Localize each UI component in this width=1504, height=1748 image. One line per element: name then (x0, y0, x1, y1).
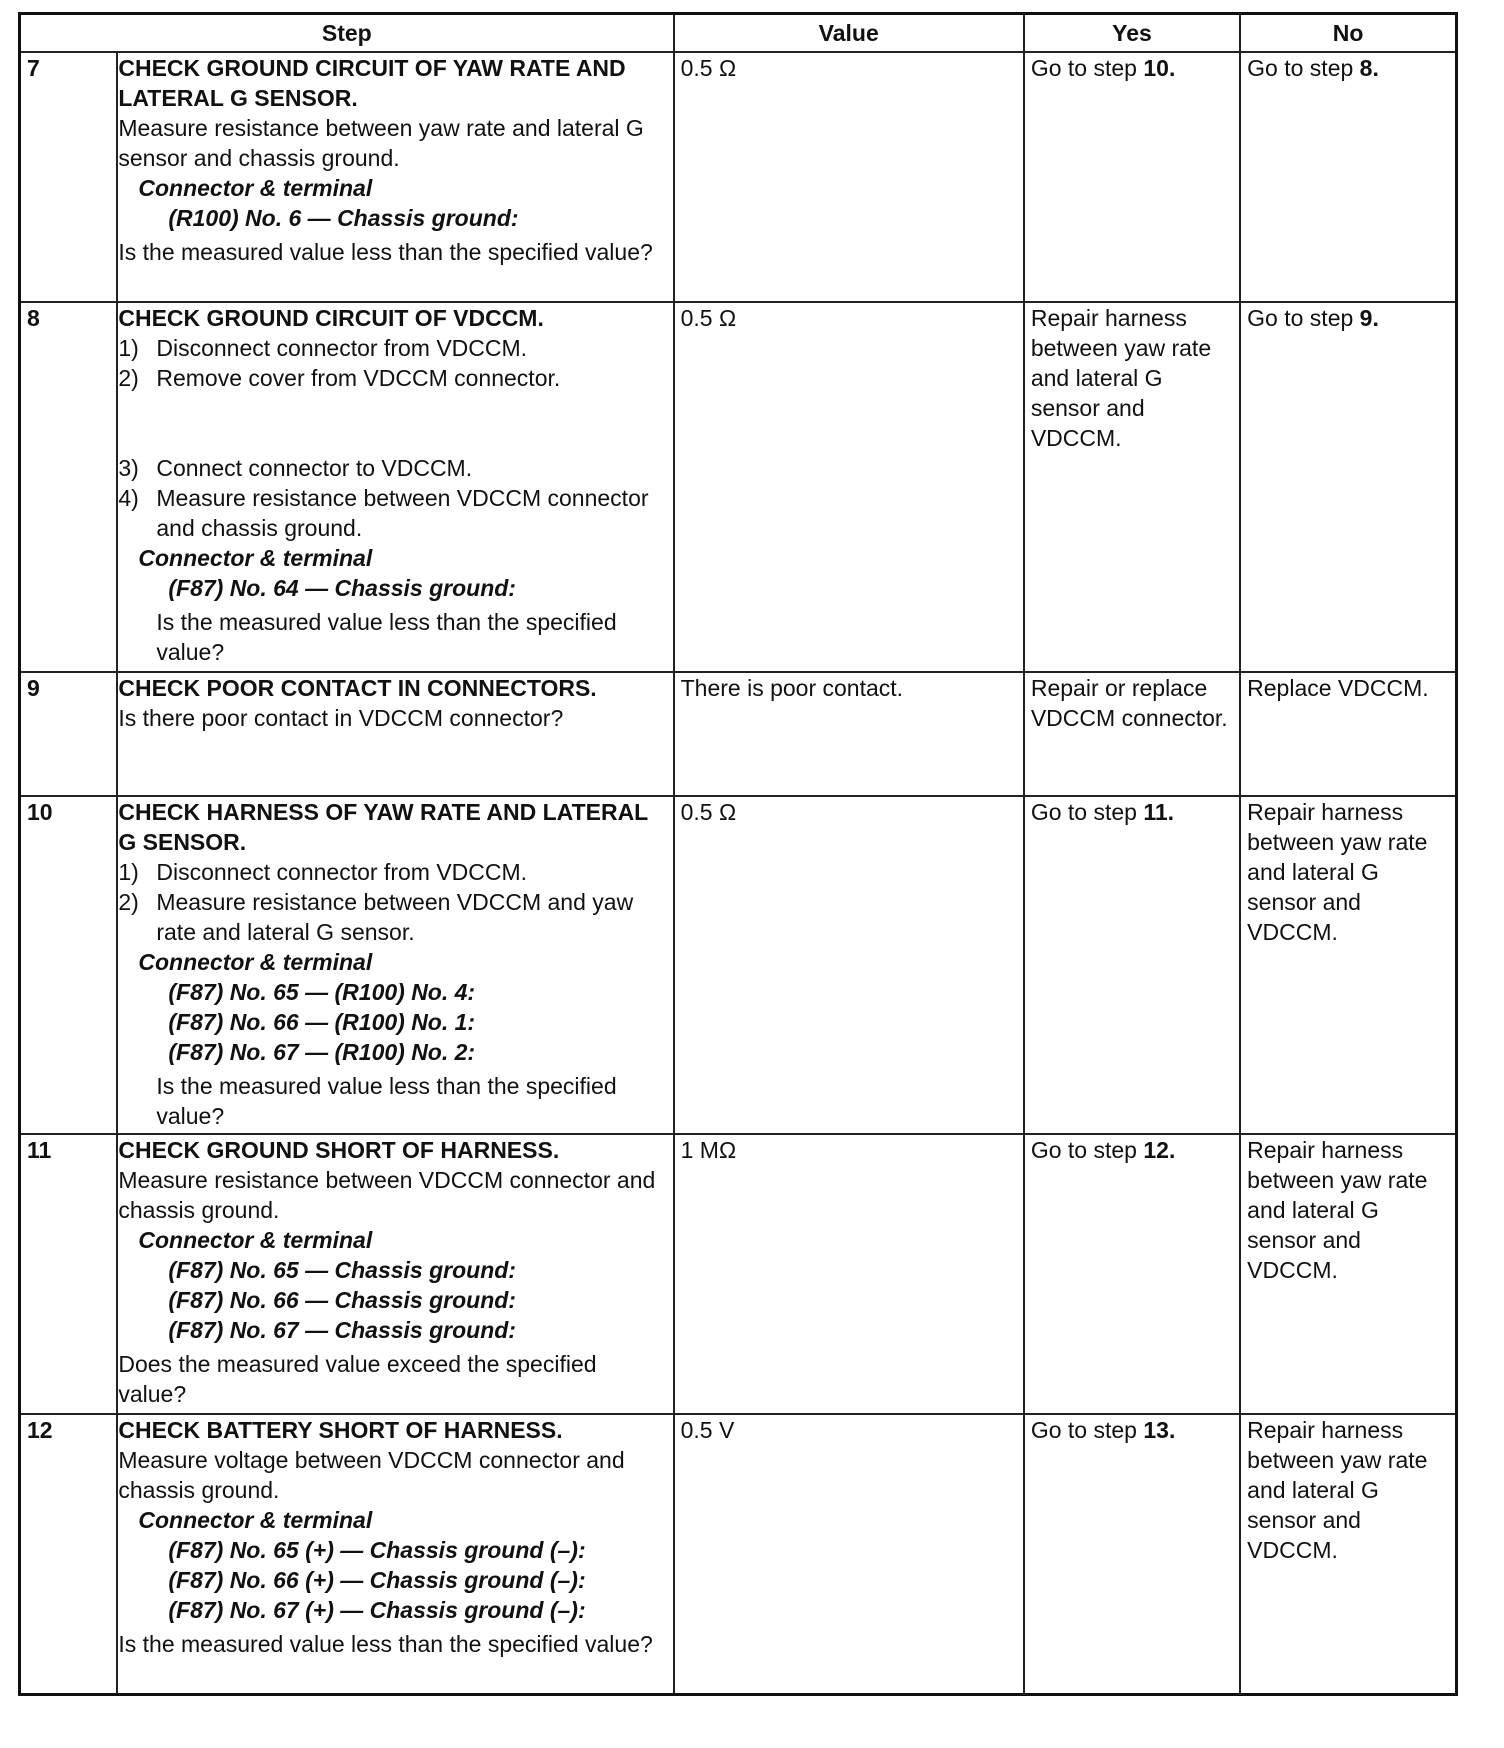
yes-cell (1024, 796, 1240, 1134)
yes-cell (1024, 1134, 1240, 1414)
step-number: 7 (20, 52, 118, 302)
terminal-spec: (F87) No. 67 — Chassis ground: (168, 1317, 516, 1343)
table-row (20, 672, 1457, 796)
step-description (117, 796, 673, 1134)
yes-cell: Repair harness between yaw rate and lateral G sensor and VDCCM. (1024, 302, 1240, 672)
connector-terminal-label: Connector & terminal (138, 545, 373, 571)
list-item-text: Remove cover from VDCCM connector. (156, 365, 561, 391)
step-number: 10 (20, 796, 118, 1134)
step-title: CHECK HARNESS OF YAW RATE AND LATERAL G SENSOR. (118, 799, 648, 855)
list-item-text: Measure resistance between VDCCM connector and chassis ground. (156, 485, 649, 541)
step-title: CHECK BATTERY SHORT OF HARNESS. (118, 1417, 563, 1443)
step-description (117, 1134, 673, 1414)
step-number: 9 (20, 672, 118, 796)
terminal-spec: (F87) No. 66 — Chassis ground: (168, 1287, 516, 1313)
terminal-spec: (F87) No. 65 — (R100) No. 4: (168, 979, 476, 1005)
step-description (117, 1414, 673, 1695)
yes-text: Go to step (1030, 1417, 1144, 1443)
yes-text: Go to step (1030, 799, 1144, 825)
connector-terminal-label: Connector & terminal (138, 175, 373, 201)
table-row (20, 796, 1457, 1134)
header-value: Value (674, 14, 1024, 53)
no-step-ref: 8. (1359, 55, 1379, 81)
value-cell: There is poor contact. (674, 672, 1024, 796)
terminal-spec: (R100) No. 6 — Chassis ground: (168, 205, 519, 231)
table-row (20, 52, 1457, 302)
list-item (118, 363, 662, 393)
header-step: Step (20, 14, 674, 53)
table-row (20, 1134, 1457, 1414)
step-title: CHECK GROUND CIRCUIT OF YAW RATE AND LATERAL G SENSOR. (118, 55, 626, 111)
no-text: Go to step (1247, 305, 1360, 331)
list-item (118, 857, 662, 887)
no-cell (1240, 302, 1456, 672)
step-body: Measure voltage between VDCCM connector and chassis ground. (118, 1447, 625, 1503)
value-cell: 1 MΩ (674, 1134, 1024, 1414)
list-item (118, 333, 662, 363)
list-item-number: 3) (118, 455, 139, 481)
header-no: No (1240, 14, 1456, 53)
step-body: Measure resistance between VDCCM connector and chassis ground. (118, 1167, 656, 1223)
no-cell: Replace VDCCM. (1240, 672, 1456, 796)
terminal-spec: (F87) No. 67 (+) — Chassis ground (–): (168, 1597, 586, 1623)
no-step-ref: 9. (1359, 305, 1379, 331)
value-cell: 0.5 Ω (674, 302, 1024, 672)
terminal-spec: (F87) No. 65 (+) — Chassis ground (–): (168, 1537, 586, 1563)
value-cell: 0.5 Ω (674, 796, 1024, 1134)
list-item-number: 1) (118, 335, 139, 361)
header-yes: Yes (1024, 14, 1240, 53)
list-item-text: Disconnect connector from VDCCM. (156, 859, 528, 885)
list-item-number: 4) (118, 485, 139, 511)
yes-step-ref: 12. (1143, 1137, 1176, 1163)
list-item-text: Disconnect connector from VDCCM. (156, 335, 528, 361)
step-description (117, 302, 673, 672)
step-question: Is there poor contact in VDCCM connector? (118, 705, 564, 731)
yes-text: Go to step (1030, 1137, 1144, 1163)
step-question: Is the measured value less than the specified value? (156, 1073, 617, 1129)
step-question: Does the measured value exceed the specified value? (118, 1351, 597, 1407)
list-item-number: 1) (118, 859, 139, 885)
value-cell: 0.5 V (674, 1414, 1024, 1695)
table-row (20, 1414, 1457, 1695)
connector-terminal-label: Connector & terminal (138, 1227, 373, 1253)
yes-step-ref: 10. (1143, 55, 1176, 81)
list-item (118, 453, 662, 483)
step-description (117, 672, 673, 796)
step-body: Measure resistance between yaw rate and lateral G sensor and chassis ground. (118, 115, 644, 171)
terminal-spec: (F87) No. 65 — Chassis ground: (168, 1257, 516, 1283)
table-row (20, 302, 1457, 672)
list-item-text: Measure resistance between VDCCM and yaw rate and lateral G sensor. (156, 889, 634, 945)
diagnostic-procedure-table (18, 12, 1458, 1696)
terminal-spec: (F87) No. 66 (+) — Chassis ground (–): (168, 1567, 586, 1593)
list-item-number: 2) (118, 365, 139, 391)
yes-step-ref: 11. (1143, 799, 1175, 825)
step-number: 8 (20, 302, 118, 672)
step-number: 11 (20, 1134, 118, 1414)
list-item (118, 483, 662, 543)
yes-text: Go to step (1030, 55, 1144, 81)
terminal-spec: (F87) No. 67 — (R100) No. 2: (168, 1039, 476, 1065)
yes-step-ref: 13. (1143, 1417, 1176, 1443)
yes-cell (1024, 52, 1240, 302)
no-cell: Repair harness between yaw rate and lateral G sensor and VDCCM. (1240, 1134, 1456, 1414)
step-question: Is the measured value less than the specified value? (118, 1631, 653, 1657)
step-number: 12 (20, 1414, 118, 1695)
step-title: CHECK GROUND SHORT OF HARNESS. (118, 1137, 560, 1163)
list-item (118, 887, 662, 947)
connector-terminal-label: Connector & terminal (138, 1507, 373, 1533)
list-item-text: Connect connector to VDCCM. (156, 455, 473, 481)
figure-space (118, 393, 662, 453)
yes-cell (1024, 1414, 1240, 1695)
no-cell: Repair harness between yaw rate and lateral G sensor and VDCCM. (1240, 1414, 1456, 1695)
table-header-row (20, 14, 1457, 53)
step-description (117, 52, 673, 302)
list-item-number: 2) (118, 889, 139, 915)
step-title: CHECK GROUND CIRCUIT OF VDCCM. (118, 305, 544, 331)
step-question: Is the measured value less than the specified value? (156, 609, 617, 665)
no-text: Go to step (1247, 55, 1360, 81)
yes-cell: Repair or replace VDCCM connector. (1024, 672, 1240, 796)
connector-terminal-label: Connector & terminal (138, 949, 373, 975)
terminal-spec: (F87) No. 66 — (R100) No. 1: (168, 1009, 476, 1035)
no-cell: Repair harness between yaw rate and lateral G sensor and VDCCM. (1240, 796, 1456, 1134)
no-cell (1240, 52, 1456, 302)
step-question: Is the measured value less than the specified value? (118, 239, 653, 265)
value-cell: 0.5 Ω (674, 52, 1024, 302)
terminal-spec: (F87) No. 64 — Chassis ground: (168, 575, 516, 601)
step-title: CHECK POOR CONTACT IN CONNECTORS. (118, 675, 597, 701)
